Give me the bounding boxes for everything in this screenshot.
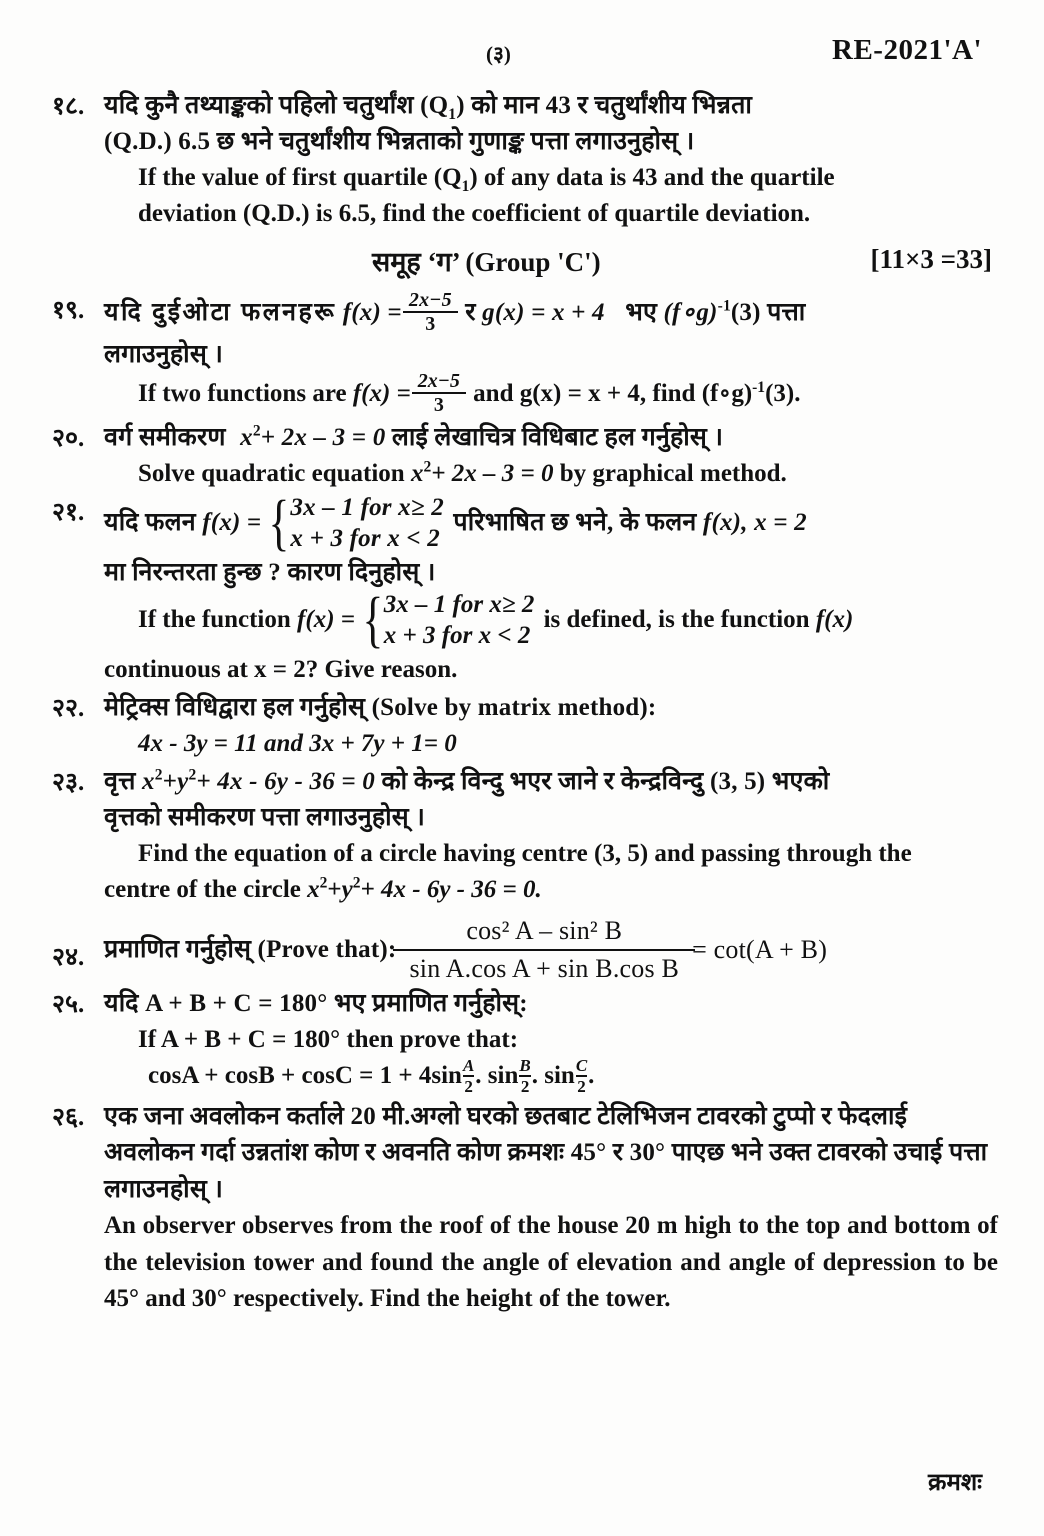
q22-instruction-line: मेट्रिक्स विधिद्वारा हल गर्नुहोस् (Solve by matrix method): (104, 694, 657, 721)
q23-en-x-exponent: 2 (319, 874, 328, 892)
q19-fraction-denominator: 3 (403, 311, 458, 335)
q19-np-suffix: पत्ता (767, 299, 806, 327)
q20-en-prefix: Solve quadratic equation (138, 460, 405, 487)
question-item-19 (52, 289, 998, 418)
q21-en-case-2-text: x + 3 for x < 2 (383, 621, 531, 649)
q23-en-plus-sign: + (327, 876, 342, 903)
q19-equals: = (387, 299, 402, 327)
question-item-26 (52, 1099, 998, 1318)
left-brace-icon: { (268, 489, 290, 558)
q19-gx-definition: = x + 4 (531, 299, 605, 327)
q24-right-hand-side: = cot(A + B) (692, 935, 828, 965)
q25-english-line: If A + B + C = 180° then prove that: (138, 1025, 519, 1053)
q26-nepali-text: एक जना अवलोकन कर्ताले 20 मी.अग्लो घरको छतबाट टेलिभिजन टावरको टुप्पो र फेदलाई अवलोकन गर्दा उन्नतांश कोण र अवनति कोण क्रमशः 45° र 30° पाएछ भने उक्त टावरको उचाई पत्ता लगाउनहोस् । (104, 1102, 988, 1203)
q19-conjunction: र (465, 299, 476, 327)
q25-fraction-b-numerator: B (519, 1055, 531, 1075)
q18-np-text-b: ) को मान 43 र चतुर्थांशीय भिन्नता (456, 92, 753, 119)
q18-nepali-line1 (104, 88, 998, 124)
q24-fraction-numerator: cos² A – sin² B (466, 916, 623, 945)
question-number: २५. (52, 990, 85, 1018)
question-number: २०. (52, 425, 85, 452)
q26-english-text: An observer observes from the roof of the house 20 m high to the top and bottom of the television tower and found the angle of elevation and angle of depression to be 45° and 30° respectively. Find the height of the tower. (104, 1212, 998, 1313)
q18-np-text-a: यदि कुनै तथ्याङ्कको पहिलो चतुर्थांश (Q (104, 92, 449, 119)
q23-x-var: x (142, 768, 155, 795)
question-list (52, 88, 998, 1320)
q25-identity-tail: . (588, 1062, 595, 1090)
q20-eqn-variable: x (240, 424, 253, 451)
question-number: १९. (52, 297, 85, 324)
q21-piecewise (264, 489, 444, 558)
q21-case-2 (290, 524, 444, 555)
q19-en-fx: f(x) = (352, 380, 411, 408)
page-header (0, 34, 1044, 80)
q23-en-y-exponent: 2 (352, 874, 361, 892)
q21-en-piecewise (358, 586, 535, 655)
q18-np-subscript: 1 (448, 106, 457, 123)
group-title: समूह ‘ग’ (Group 'C') (372, 247, 601, 277)
q19-en-suffix: (3). (765, 380, 801, 408)
q24-fraction-denominator: sin A.cos A + sin B.cos B (393, 949, 695, 984)
q20-en-suffix: by graphical method. (559, 460, 787, 487)
q19-en-fraction-numerator: 2x−5 (417, 370, 460, 392)
page-number: (३) (486, 42, 511, 66)
q21-en-mid: is defined, is the function (543, 606, 810, 634)
question-item-20 (52, 420, 998, 492)
q21-en-case-1-text: 3x – 1 for x≥ 2 (383, 591, 535, 618)
q21-en-fx: f(x) = (297, 606, 356, 634)
question-item-24 (52, 916, 998, 984)
question-item-21 (52, 489, 998, 688)
q19-fog-argument: (3) (730, 299, 761, 327)
group-marks: [11×3 =33] (870, 244, 992, 274)
q21-np-mid: परिभाषित छ भने, के फलन (453, 509, 697, 537)
q21-np-suffix: , x = 2 (741, 509, 807, 537)
q19-en-fraction (415, 371, 463, 416)
q19-gx-symbol: g(x) (482, 299, 525, 327)
q24-line (104, 916, 998, 984)
q25-fraction-c-numerator: C (575, 1055, 588, 1075)
q19-english-line (104, 370, 998, 418)
q23-en-prefix: centre of the circle (104, 876, 301, 903)
q19-nepali-line2: लगाउनुहोस् । (104, 341, 224, 368)
question-number: २१. (52, 499, 85, 526)
q19-nepali-line1 (104, 289, 998, 337)
q21-en-case-1 (384, 590, 535, 621)
q21-english-line1 (104, 586, 998, 655)
q18-english-line2: deviation (Q.D.) is 6.5, find the coefficient of quartile deviation. (138, 200, 811, 227)
q19-np-mid: भए (625, 299, 657, 327)
q21-case-1 (290, 493, 444, 524)
question-item-22 (52, 690, 998, 762)
q25-fraction-b (519, 1057, 530, 1096)
q24-fraction (401, 916, 687, 984)
continued-marker: क्रमशः (928, 1470, 982, 1496)
q25-identity-lhs: cosA + cosB + cosC = 1 + 4sin (148, 1062, 462, 1090)
group-c-header (52, 242, 998, 286)
q22-equations-text: 4x - 3y = 11 and 3x + 7y + 1= 0 (138, 730, 457, 757)
q25-fraction-c-denominator: 2 (577, 1076, 586, 1096)
q20-eqn-rest: + 2x – 3 = 0 (260, 424, 386, 451)
q23-np-suffix: को केन्द्र विन्दु भएर जाने र केन्द्रविन्दु (3, 5) भएको (381, 768, 830, 795)
q19-fraction-numerator: 2x−5 (408, 289, 452, 311)
question-number: २६. (52, 1103, 85, 1131)
exam-code: RE-2021'A' (832, 34, 982, 66)
q20-np-suffix: लाई लेखाचित्र विधिबाट हल गर्नुहोस् । (391, 424, 724, 451)
question-number: २२. (52, 695, 85, 722)
q23-english-line2 (104, 872, 998, 908)
q18-en-text-a: If the value of first quartile (Q (138, 164, 462, 191)
q25-fraction-a (463, 1057, 474, 1096)
q20-en-eqn-exponent: 2 (423, 458, 432, 476)
q21-np-prefix: यदि फलन (104, 509, 196, 537)
left-brace-icon: { (362, 586, 384, 655)
q19-en-fraction-denominator: 3 (412, 392, 466, 416)
question-number: २४. (52, 944, 85, 971)
q23-nepali-line2: वृत्तको समीकरण पत्ता लगाउनुहोस् । (104, 804, 426, 831)
q21-fx-symbol-2: f(x) (702, 509, 742, 537)
q21-equals: = (247, 509, 262, 537)
q19-en-exponent: -1 (752, 378, 766, 396)
q20-english-line (104, 456, 998, 492)
q23-y-exponent: 2 (188, 766, 197, 784)
q23-y-var: y (177, 768, 189, 795)
q24-label: प्रमाणित गर्नुहोस् (Prove that): (104, 935, 397, 963)
question-item-23 (52, 764, 998, 908)
q18-en-subscript: 1 (461, 178, 470, 195)
q20-eqn-exponent: 2 (252, 422, 261, 440)
q23-en-y-var: y (341, 876, 353, 903)
q25-separator-1: . sin (475, 1062, 519, 1090)
q21-en-fx-2: f(x) (815, 606, 854, 634)
q19-np-prefix: यदि दुईओटा फलनहरू (104, 299, 337, 327)
question-item-25 (52, 986, 998, 1097)
q25-fraction-a-numerator: A (462, 1055, 475, 1075)
question-number: १८. (52, 93, 85, 120)
q23-x-exponent: 2 (154, 766, 163, 784)
q18-nepali-line2: (Q.D.) 6.5 छ भने चतुर्थांशीय भिन्नताको गुणाङ्क पत्ता लगाउनुहोस् । (104, 128, 695, 155)
q25-fraction-a-denominator: 2 (464, 1076, 473, 1096)
q25-fraction-b-denominator: 2 (520, 1076, 530, 1096)
q23-english-line1: Find the equation of a circle having centre (3, 5) and passing through the (138, 840, 912, 867)
q18-en-text-b: ) of any data is 43 and the quartile (469, 164, 835, 191)
q21-fx-symbol: f(x) (202, 509, 241, 537)
q21-en-case-2 (384, 621, 535, 652)
question-item-18 (52, 88, 998, 232)
q21-nepali-line2: मा निरन्तरता हुन्छ ? कारण दिनुहोस् । (104, 559, 436, 586)
q19-fx-symbol: f(x) (342, 299, 381, 327)
q23-np-prefix: वृत्त (104, 768, 136, 795)
q19-fraction (406, 290, 455, 335)
q19-fog-exponent: -1 (717, 297, 731, 315)
q21-english-line2: continuous at x = 2? Give reason. (104, 656, 458, 683)
q25-nepali-line: यदि A + B + C = 180° भए प्रमाणित गर्नुहोस्: (104, 989, 528, 1017)
q18-english-line1 (104, 160, 998, 196)
q23-plus-sign: + (162, 768, 178, 795)
q20-np-prefix: वर्ग समीकरण (104, 424, 226, 451)
q23-eqn-rest: + 4x - 6y - 36 = 0 (196, 768, 375, 795)
q25-identity (104, 1055, 998, 1097)
q23-en-eqn-rest: + 4x - 6y - 36 = 0. (360, 876, 542, 903)
q25-separator-2: . sin (531, 1062, 575, 1090)
q19-fog-symbol: (f∘g) (663, 299, 718, 327)
q19-en-prefix: If two functions are (138, 380, 347, 408)
q25-fraction-c (576, 1057, 587, 1096)
q21-en-prefix: If the function (138, 606, 291, 634)
q21-case-1-text: 3x – 1 for x≥ 2 (290, 494, 444, 521)
q23-en-x-var: x (307, 876, 320, 903)
q19-en-mid: and g(x) = x + 4, find (f∘g) (473, 380, 753, 408)
q20-nepali-line (104, 420, 998, 456)
q21-nepali-line1 (104, 489, 998, 558)
q23-nepali-line1 (104, 764, 998, 800)
q20-en-eqn-variable: x (410, 460, 424, 487)
question-number: २३. (52, 769, 85, 796)
q22-equations (104, 726, 998, 762)
q21-case-2-text: x + 3 for x < 2 (290, 524, 440, 552)
q20-en-eqn-rest: + 2x – 3 = 0 (431, 460, 554, 487)
